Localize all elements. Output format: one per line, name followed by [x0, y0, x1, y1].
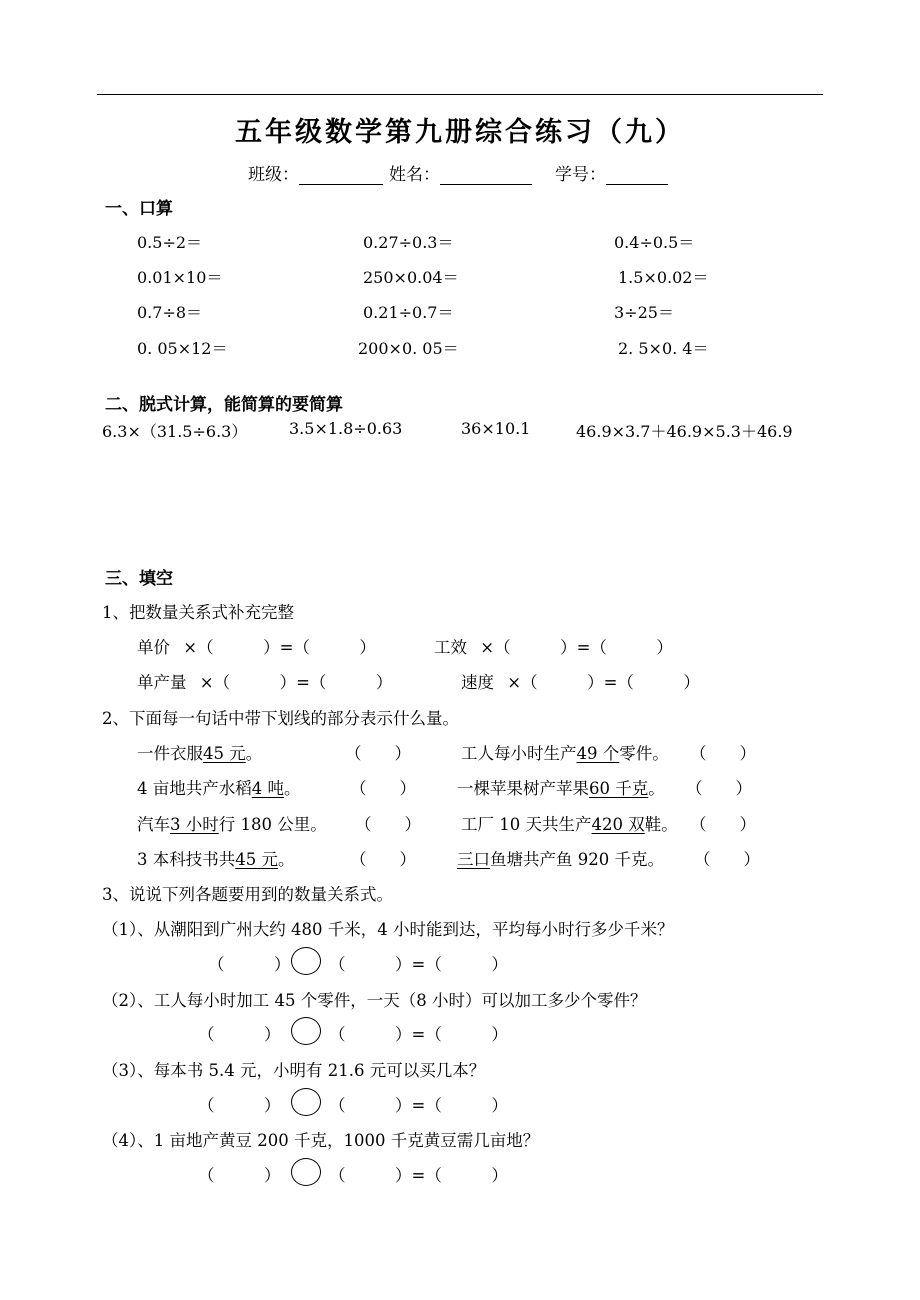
- oral-problem: 0.27÷0.3＝: [363, 233, 454, 252]
- answer-blank[interactable]: （ ）: [690, 744, 756, 763]
- answer-blank[interactable]: （ ）: [690, 815, 756, 834]
- id-field[interactable]: [555, 160, 668, 185]
- q2-sentence: 一棵苹果树产苹果60 千克。: [457, 779, 665, 798]
- q3-item: （2）、工人每小时加工 45 个零件，一天（8 小时）可以加工多少个零件？: [102, 991, 647, 1010]
- oral-problem: 0.7÷8＝: [137, 303, 203, 322]
- answer-blank[interactable]: （ ）: [345, 744, 411, 763]
- q2-sentence: 三口鱼塘共产鱼 920 千克。: [457, 850, 664, 869]
- answer-blank[interactable]: （ ）: [694, 850, 760, 869]
- q1-relation: 工效 ×（ ）=（ ）: [434, 638, 673, 657]
- q2-title: 2、下面每一句话中带下划线的部分表示什么量。: [102, 709, 459, 728]
- answer-blank[interactable]: （ ）: [198, 1166, 281, 1185]
- class-field[interactable]: [248, 160, 383, 185]
- oral-problem: 3÷25＝: [614, 303, 674, 322]
- oral-problem: 0.21÷0.7＝: [363, 303, 454, 322]
- oral-problem: 0.5÷2＝: [137, 233, 203, 252]
- operator-circle[interactable]: [291, 1017, 321, 1045]
- oral-problem: 200×0. 05＝: [358, 339, 459, 358]
- name-label: 姓名：: [389, 165, 440, 185]
- name-field[interactable]: [389, 160, 532, 185]
- answer-blank[interactable]: （ ）: [355, 815, 421, 834]
- section-1-title: 一、口算: [105, 199, 173, 219]
- oral-problem: 250×0.04＝: [363, 268, 459, 287]
- calc-problem: 3.5×1.8÷0.63: [289, 419, 403, 438]
- q3-item: （1）、从潮阳到广州大约 480 千米，4 小时能到达，平均每小时行多少千米？: [102, 920, 674, 939]
- section-3-title: 三、填空: [105, 569, 173, 589]
- answer-blank[interactable]: （ ）=（ ）: [329, 1096, 508, 1115]
- name-blank[interactable]: [440, 167, 532, 185]
- q1-relation: 速度 ×（ ）=（ ）: [461, 673, 700, 692]
- id-blank[interactable]: [606, 167, 668, 185]
- q3-item: （3）、每本书 5.4 元，小明有 21.6 元可以买几本？: [102, 1061, 486, 1080]
- answer-blank[interactable]: （ ）: [208, 955, 291, 974]
- oral-problem: 1.5×0.02＝: [618, 268, 709, 287]
- q1-relation: 单价 ×（ ）=（ ）: [137, 638, 376, 657]
- calc-problem: 46.9×3.7＋46.9×5.3＋46.9: [576, 422, 793, 441]
- q2-sentence: 工人每小时生产49 个零件。: [461, 744, 669, 763]
- answer-blank[interactable]: （ ）=（ ）: [329, 1025, 508, 1044]
- oral-problem: 0.01×10＝: [137, 268, 223, 287]
- page-title: 五年级数学第九册综合练习（九）: [235, 117, 685, 148]
- oral-problem: 0. 05×12＝: [137, 339, 228, 358]
- operator-circle[interactable]: [291, 947, 321, 975]
- q3-item: （4）、1 亩地产黄豆 200 千克，1000 千克黄豆需几亩地？: [102, 1131, 540, 1150]
- q1-title: 1、把数量关系式补充完整: [102, 603, 294, 622]
- oral-problem: 2. 5×0. 4＝: [618, 339, 709, 358]
- answer-blank[interactable]: （ ）: [198, 1096, 281, 1115]
- calc-problem: 6.3×（31.5÷6.3）: [102, 422, 248, 441]
- top-rule: [97, 94, 823, 95]
- class-blank[interactable]: [299, 167, 383, 185]
- q2-sentence: 一件衣服45 元。: [137, 744, 263, 763]
- operator-circle[interactable]: [291, 1158, 321, 1186]
- q2-sentence: 汽车3 小时行 180 公里。: [137, 815, 327, 834]
- q2-sentence: 4 亩地共产水稻4 吨。: [137, 779, 301, 798]
- q3-title: 3、说说下列各题要用到的数量关系式。: [102, 885, 393, 904]
- q1-relation: 单产量 ×（ ）=（ ）: [137, 673, 393, 692]
- answer-blank[interactable]: （ ）=（ ）: [329, 955, 508, 974]
- id-label: 学号：: [555, 165, 606, 185]
- answer-blank[interactable]: （ ）: [198, 1025, 281, 1044]
- oral-problem: 0.4÷0.5＝: [614, 233, 695, 252]
- answer-blank[interactable]: （ ）: [350, 779, 416, 798]
- section-2-title: 二、脱式计算，能简算的要简算: [105, 395, 343, 415]
- answer-blank[interactable]: （ ）=（ ）: [329, 1166, 508, 1185]
- answer-blank[interactable]: （ ）: [350, 850, 416, 869]
- operator-circle[interactable]: [291, 1088, 321, 1116]
- q2-sentence: 工厂 10 天共生产420 双鞋。: [461, 815, 678, 834]
- q2-sentence: 3 本科技书共45 元。: [137, 850, 295, 869]
- answer-blank[interactable]: （ ）: [686, 779, 752, 798]
- calc-problem: 36×10.1: [461, 419, 531, 438]
- class-label: 班级：: [248, 165, 299, 185]
